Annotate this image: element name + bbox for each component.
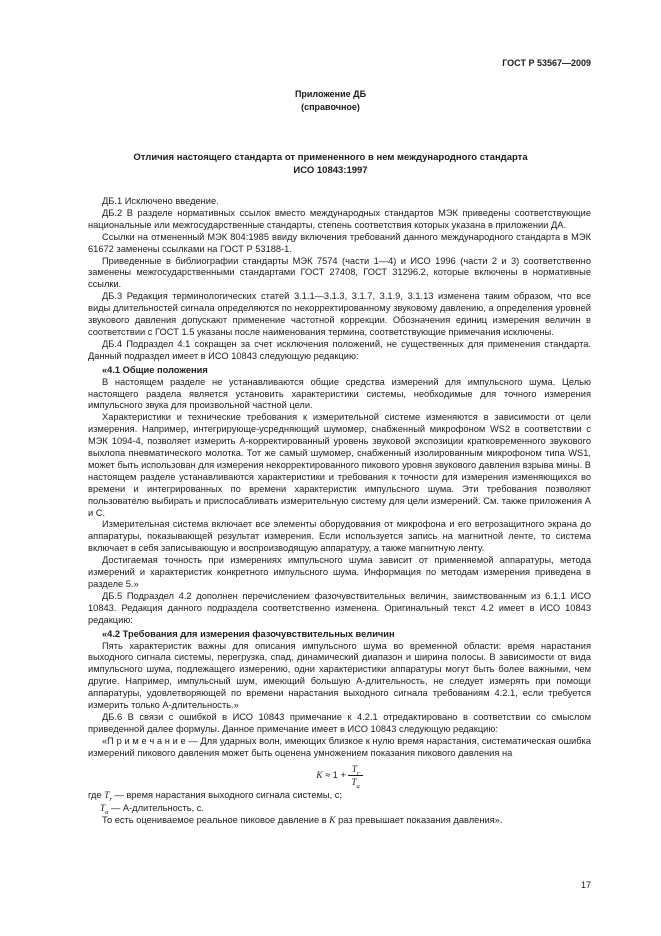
main-title-line2: ИСО 10843:1997 xyxy=(293,165,368,176)
paragraph: В настоящем разделе не устанавливаются общие средства измерений для импульсного шума. Целью настоящего раздела является установить характеристики системы, необходимые для точного измерения импульсного звука для произвольной частной цели. xyxy=(88,376,591,411)
definition-line: $T_a$ — А-длительность, с. xyxy=(100,802,204,816)
formula: K ≈ 1 + $\frac{T_r}{T_a}$ xyxy=(88,764,591,787)
document-body xyxy=(88,196,591,828)
paragraph: Приведенные в библиографии стандарты МЭК 7574 (части 1—4) и ИСО 1996 (части 2 и 3) соответственно заменены межгосударственными стандартами ГОСТ 27408, ГОСТ 31296.2, которые включены в нормативные ссылки. xyxy=(88,255,591,290)
appendix-heading xyxy=(0,88,661,114)
appendix-subtitle: (справочное) xyxy=(301,102,360,112)
paragraph: ДБ.2 В разделе нормативных ссылок вместо международных стандартов МЭК приведены соответствующие национальные или межгосударственные стандарты, степень соответствия которых указана в приложении ДА. xyxy=(88,207,591,230)
paragraph: ДБ.5 Подраздел 4.2 дополнен перечислением фазочувствительных величин, заимствованным из 6.1.1 ИСО 10843. Редакция данного подраздела соответственно изменена. Оригинальный текст 4.2 имеет в ИСО 10843 редакцию: xyxy=(88,590,591,625)
paragraph: ДБ.3 Редакция терминологических статей 3.1.1—3.1.3, 3.1.7, 3.1.9, 3.1.13 изменена таким образом, что все виды длительностей сигнала определяются по некорректированному звуковому давлению, а определения уровней звукового давления допускают применение частотной коррекции. Обозначения единиц измерения величин в соответствии с ГОСТ 1.5 указаны после наименования термина, соответствующие примечания исключены. xyxy=(88,291,591,337)
definition-line: где $T_r$ — время нарастания выходного сигнала системы, с; xyxy=(88,789,342,803)
paragraph: Ссылки на отмененный МЭК 804:1985 ввиду включения требований данного международного стандарта в МЭК 61672 заменены ссылками на ГОСТ Р 53188-1. xyxy=(88,231,591,254)
fraction xyxy=(348,763,362,790)
paragraph: ДБ.4 Подраздел 4.1 сокращен за счет исключения положений, не существенных для применения стандарта. Данный подраздел имеет в ИСО 10843 следующую редакцию: xyxy=(88,338,591,361)
appendix-title: Приложение ДБ xyxy=(294,89,367,99)
math-symbol: K xyxy=(316,770,323,781)
paragraph: Характеристики и технические требования к измерительной системе изменяются в зависимости от цели измерения. Например, интегрирующе-усредняющий шумомер, снабженный микрофоном WS2 в соответствии с МЭК 1094-4, позволяет измерить А-корректированный уровень звуковой экспозиции кратковременного звукового выхлопа пневматического молотка. Тот же самый шумомер, снабженный изолированным микрофоном типа WS1, может быть использован для измерения некорректированного пикового уровня звукового давления взрыва мины. В настоящем разделе устанавливаются характеристики и требования к точности для измерения изменяющихся во времени и интегрированных по времени характеристик импульсного шума. Эти требования позволяют пользователю выбирать и приспосабливать измерительную систему для цели измерений. См. также приложения А и С. xyxy=(88,412,591,518)
math-symbol: $T_r$ xyxy=(104,790,112,803)
paragraph: Измерительная система включает все элементы оборудования от микрофона и его ветрозащитного экрана до аппаратуры, показывающей результат измерения. Если используется запись на магнитной ленте, то система включает в себя записывающую и воспроизводящую аппаратуру, а также магнитную ленту. xyxy=(88,519,591,554)
quoted-heading: «4.1 Общие положения xyxy=(102,364,208,375)
doc-number: ГОСТ Р 53567—2009 xyxy=(502,58,591,68)
math-symbol: K xyxy=(329,816,336,827)
paragraph: Достигаемая точность при измерениях импульсного шума зависит от применяемой аппаратуры, метода измерений и характеристик конкретного импульсного шума. Информация по методам измерения приведена в разделе 5.» xyxy=(88,555,591,589)
math-symbol: $T_r$ xyxy=(351,763,360,777)
paragraph: «П р и м е ч а н и е — Для ударных волн, имеющих близкое к нулю время нарастания, систематическая ошибка измерений пикового давления может быть оценена умножением показания пикового давления на xyxy=(88,735,591,758)
main-title xyxy=(80,151,581,177)
quoted-heading: «4.2 Требования для измерения фазочувствительных величин xyxy=(102,628,395,639)
paragraph: ДБ.1 Исключено введение. xyxy=(102,196,219,206)
math-symbol: $T_a$ xyxy=(351,776,360,790)
math-symbol: $T_a$ xyxy=(100,803,109,816)
main-title-line1: Отличия настоящего стандарта от примененного в нем международного стандарта xyxy=(133,152,528,163)
page-number: 17 xyxy=(580,880,591,890)
definition-line: То есть оцениваемое реальное пиковое давление в K раз превышает показания давления». xyxy=(102,815,503,827)
paragraph: ДБ.6 В связи с ошибкой в ИСО 10843 примечание к 4.2.1 отредактировано в соответствии со смыслом приведенной далее формулы. Данное примечание имеет в ИСО 10843 следующую редакцию: xyxy=(88,711,591,734)
paragraph: Пять характеристик важны для описания импульсного шума во временной области: время нарастания выходного сигнала системы, перегрузка, спад, динамический диапазон и ширина полосы. В зависимости от вида импульсного шума, подлежащего измерению, одни характеристики аппаратуры могут быть более важными, чем другие. Например, импульсный шум, имеющий большую А-длительность, не следует измерять при помощи аппаратуры, удовлетворяющей по времени нарастания выходного сигнала требованиям 4.2.1, если требуется измерить только А-длительность.» xyxy=(88,640,591,711)
